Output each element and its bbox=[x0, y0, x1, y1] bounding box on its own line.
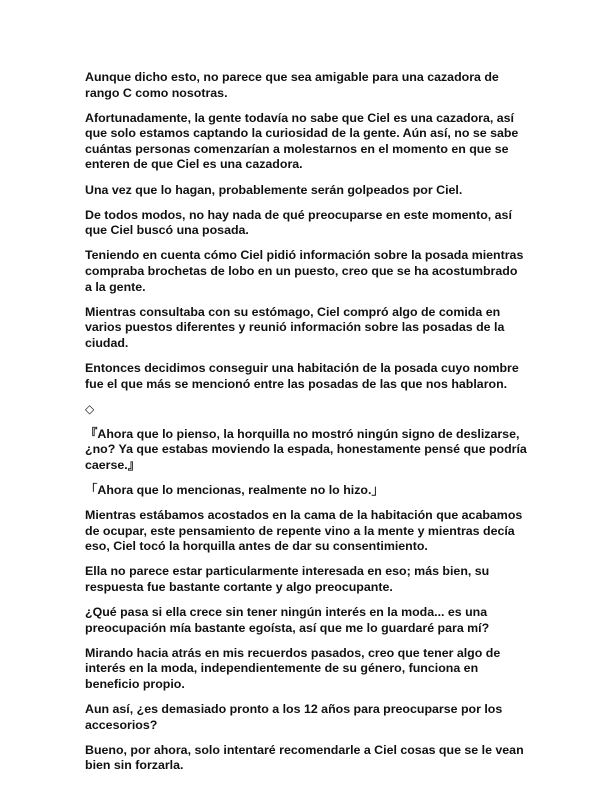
dialogue-paragraph: 「Ahora que lo mencionas, realmente no lo hizo.」 bbox=[85, 482, 384, 497]
paragraph: Entonces decidimos conseguir una habitación de la posada cuyo nombre fue el que más se mencionó entre las posadas de las que nos hablaron. bbox=[85, 360, 519, 391]
paragraph: Una vez que lo hagan, probablemente serán golpeados por Ciel. bbox=[85, 182, 463, 197]
paragraph: Afortunadamente, la gente todavía no sabe que Ciel es una cazadora, así que solo estamos captando la curiosidad de la gente. Aún así, no se sabe cuántas personas comenzarían a molestarnos en el momento en que se enteren de que Ciel es una cazadora. bbox=[85, 110, 519, 172]
document-page bbox=[85, 70, 527, 783]
paragraph: Bueno, por ahora, solo intentaré recomendarle a Ciel cosas que se le vean bien sin forzarla. bbox=[85, 742, 524, 773]
paragraph: ¿Qué pasa si ella crece sin tener ningún interés en la moda... es una preocupación mía bastante egoísta, así que me lo guardaré para mí? bbox=[85, 605, 490, 635]
paragraph: Teniendo en cuenta cómo Ciel pidió información sobre la posada mientras compraba brochetas de lobo en un puesto, creo que se ha acostumbrado a la gente. bbox=[85, 248, 524, 294]
paragraph: De todos modos, no hay nada de qué preocuparse en este momento, así que Ciel buscó una posada. bbox=[85, 207, 512, 238]
paragraph: Aunque dicho esto, no parece que sea amigable para una cazadora de rango C como nosotras. bbox=[85, 70, 499, 100]
dialogue-paragraph: 『Ahora que lo pienso, la horquilla no mostró ningún signo de deslizarse, ¿no? Ya que estabas moviendo la espada, honestamente pensé que podría caerse.』 bbox=[85, 426, 527, 472]
paragraph: Ella no parece estar particularmente interesada en eso; más bien, su respuesta fue bastante cortante y algo preocupante. bbox=[85, 564, 490, 594]
paragraph: Mirando hacia atrás en mis recuerdos pasados, creo que tener algo de interés en la moda, independientemente de su género, funciona en beneficio propio. bbox=[85, 645, 501, 691]
paragraph: Mientras consultaba con su estómago, Ciel compró algo de comida en varios puestos diferentes y reunió información sobre las posadas de la ciudad. bbox=[85, 304, 505, 350]
scene-break-diamond: ◇ bbox=[85, 401, 95, 416]
paragraph: Aun así, ¿es demasiado pronto a los 12 años para preocuparse por los accesorios? bbox=[85, 702, 503, 732]
paragraph: Mientras estábamos acostados en la cama de la habitación que acabamos de ocupar, este pensamiento de repente vino a la mente y mientras decía eso, Ciel tocó la horquilla antes de dar su consentimiento. bbox=[85, 508, 523, 554]
